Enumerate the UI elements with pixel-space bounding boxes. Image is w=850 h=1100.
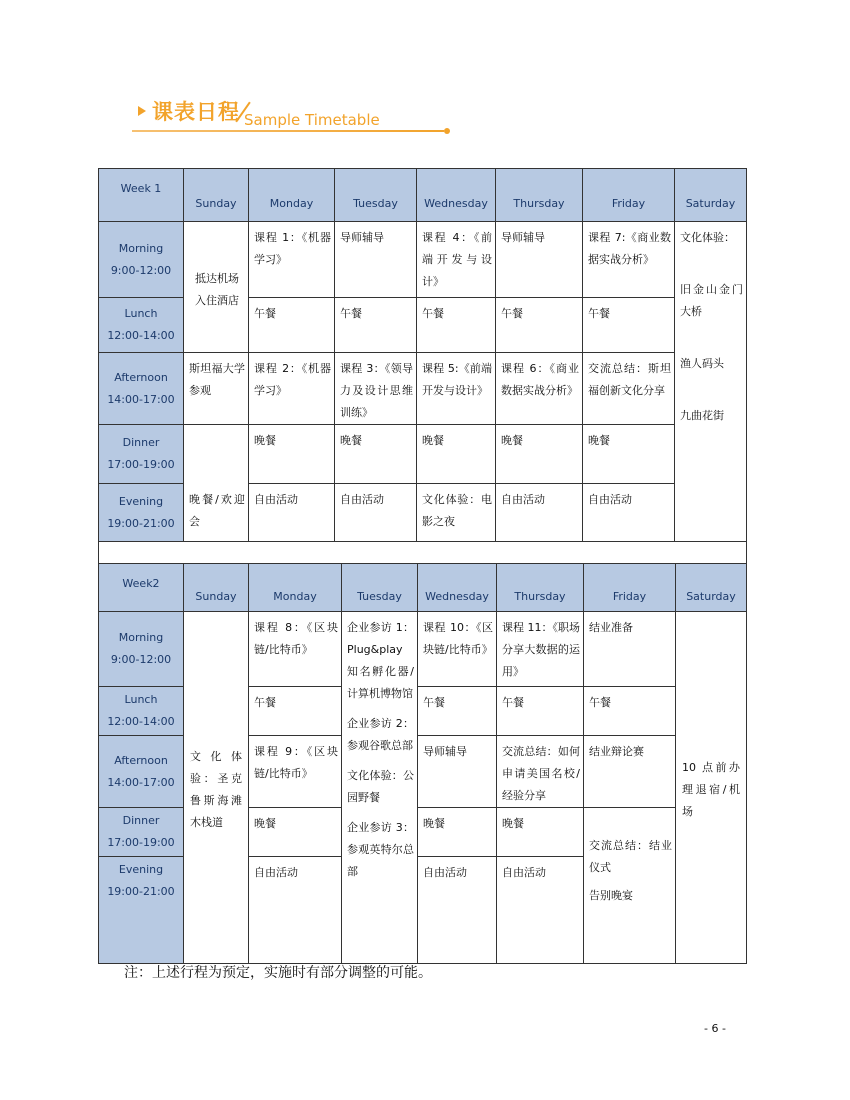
section-heading (138, 96, 458, 136)
w2-slot-evening: Evening 19:00-21:00 (99, 857, 184, 964)
week-separator (99, 542, 747, 564)
w1-day-sunday: Sunday (184, 169, 249, 222)
w1-thu-lunch: 午餐 (496, 298, 583, 353)
w1-mon-lunch: 午餐 (249, 298, 335, 353)
w2-fri-closing: 交流总结：结业仪式 告别晚宴 (584, 808, 676, 964)
w2-fri-afternoon: 结业辩论赛 (584, 736, 676, 808)
w1-sunday-arrival: 抵达机场 入住酒店 (184, 222, 249, 353)
w2-wed-dinner: 晚餐 (418, 808, 497, 857)
w1-tue-evening: 自由活动 (335, 484, 417, 542)
w2-fri-lunch: 午餐 (584, 687, 676, 736)
w1-slot-lunch: Lunch 12:00-14:00 (99, 298, 184, 353)
w2-mon-dinner: 晚餐 (249, 808, 342, 857)
w2-sunday-culture: 文化体验：圣克鲁斯海滩木栈道 (184, 612, 249, 964)
w2-tuesday-visits: 企业参访 1：Plug&play 知名孵化器/计算机博物馆 企业参访 2：参观谷歌总部 文化体验：公园野餐 企业参访 3：参观英特尔总部 (342, 612, 418, 964)
w1-slot-afternoon: Afternoon 14:00-17:00 (99, 353, 184, 425)
w1-mon-afternoon: 课程 2：《机器学习》 (249, 353, 335, 425)
schedule-note: 注：上述行程为预定，实施时有部分调整的可能。 (124, 965, 432, 981)
w1-sun-afternoon: 斯坦福大学参观 (184, 353, 249, 425)
w1-sun-evening: 晚餐/欢迎会 (184, 425, 249, 542)
w1-wed-morning: 课程 4：《前端开发与设计》 (417, 222, 496, 298)
week2-label: Week2 (99, 564, 184, 612)
w2-slot-lunch: Lunch 12:00-14:00 (99, 687, 184, 736)
week2-timetable (98, 563, 747, 964)
w2-day-saturday: Saturday (676, 564, 747, 612)
w1-mon-morning: 课程 1：《机器学习》 (249, 222, 335, 298)
w2-saturday-checkout: 10 点前办理退宿/机场 (676, 612, 747, 964)
w1-thu-evening: 自由活动 (496, 484, 583, 542)
w1-day-monday: Monday (249, 169, 335, 222)
w2-fri-morning: 结业准备 (584, 612, 676, 687)
w1-slot-morning: Morning 9:00-12:00 (99, 222, 184, 298)
w2-mon-lunch: 午餐 (249, 687, 342, 736)
w1-fri-dinner: 晚餐 (583, 425, 675, 484)
page-number: - 6 - (704, 1022, 726, 1035)
w2-day-monday: Monday (249, 564, 342, 612)
w1-fri-lunch: 午餐 (583, 298, 675, 353)
w1-wed-dinner: 晚餐 (417, 425, 496, 484)
w1-wed-evening: 文化体验：电影之夜 (417, 484, 496, 542)
w2-wed-morning: 课程 10：《区块链/比特币》 (418, 612, 497, 687)
w2-day-thursday: Thursday (497, 564, 584, 612)
w2-wed-lunch: 午餐 (418, 687, 497, 736)
w1-thu-afternoon: 课程 6：《商业数据实战分析》 (496, 353, 583, 425)
w2-thu-dinner: 晚餐 (497, 808, 584, 857)
w1-tue-lunch: 午餐 (335, 298, 417, 353)
w2-thu-evening: 自由活动 (497, 857, 584, 964)
w2-day-sunday: Sunday (184, 564, 249, 612)
heading-title-cn: 课表日程 (152, 100, 240, 124)
heading-title-en: Sample Timetable (244, 111, 380, 129)
w2-wed-afternoon: 导师辅导 (418, 736, 497, 808)
w2-day-wednesday: Wednesday (418, 564, 497, 612)
w1-wed-lunch: 午餐 (417, 298, 496, 353)
w1-day-thursday: Thursday (496, 169, 583, 222)
w1-day-saturday: Saturday (675, 169, 747, 222)
w1-day-tuesday: Tuesday (335, 169, 417, 222)
week1-timetable (98, 168, 747, 564)
w2-mon-afternoon: 课程 9：《区块链/比特币》 (249, 736, 342, 808)
week1-label: Week 1 (99, 169, 184, 222)
w1-tue-afternoon: 课程 3：《领导力及设计思维训练》 (335, 353, 417, 425)
w2-mon-evening: 自由活动 (249, 857, 342, 964)
w1-slot-evening: Evening 19:00-21:00 (99, 484, 184, 542)
w1-thu-morning: 导师辅导 (496, 222, 583, 298)
w2-slot-morning: Morning 9:00-12:00 (99, 612, 184, 687)
w2-day-friday: Friday (584, 564, 676, 612)
w1-fri-evening: 自由活动 (583, 484, 675, 542)
w1-mon-evening: 自由活动 (249, 484, 335, 542)
w2-slot-afternoon: Afternoon 14:00-17:00 (99, 736, 184, 808)
w2-day-tuesday: Tuesday (342, 564, 418, 612)
w2-wed-evening: 自由活动 (418, 857, 497, 964)
heading-triangle-icon (138, 106, 146, 116)
w2-thu-morning: 课程 11：《职场分享大数据的运用》 (497, 612, 584, 687)
heading-dot-icon (444, 128, 450, 134)
w1-wed-afternoon: 课程 5:《前端开发与设计》 (417, 353, 496, 425)
w1-fri-morning: 课程 7:《商业数据实战分析》 (583, 222, 675, 298)
w2-thu-afternoon: 交流总结：如何申请美国名校/经验分享 (497, 736, 584, 808)
w1-mon-dinner: 晚餐 (249, 425, 335, 484)
w1-tue-dinner: 晚餐 (335, 425, 417, 484)
w2-slot-dinner: Dinner 17:00-19:00 (99, 808, 184, 857)
w1-fri-afternoon: 交流总结：斯坦福创新文化分享 (583, 353, 675, 425)
w2-mon-morning: 课程 8：《区块链/比特币》 (249, 612, 342, 687)
heading-underline (132, 130, 444, 132)
w1-saturday-culture: 文化体验： 旧金山金门大桥 渔人码头 九曲花街 (675, 222, 747, 542)
w1-tue-morning: 导师辅导 (335, 222, 417, 298)
w1-slot-dinner: Dinner 17:00-19:00 (99, 425, 184, 484)
w1-thu-dinner: 晚餐 (496, 425, 583, 484)
w1-day-wednesday: Wednesday (417, 169, 496, 222)
w2-thu-lunch: 午餐 (497, 687, 584, 736)
w1-day-friday: Friday (583, 169, 675, 222)
